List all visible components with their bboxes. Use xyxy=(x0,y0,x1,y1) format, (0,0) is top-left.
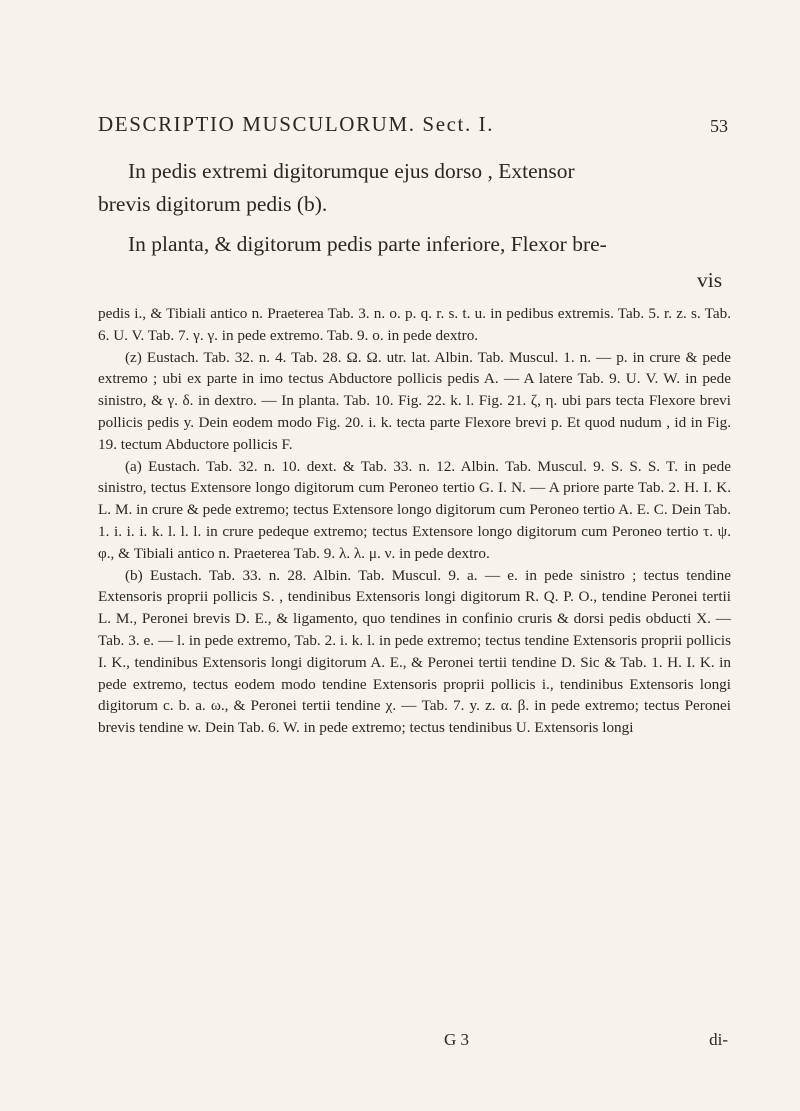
catchword: di- xyxy=(709,1030,728,1049)
footnote-a: (a) Eustach. Tab. 32. n. 10. dext. & Tab. 33. n. 12. Albin. Tab. Muscul. 9. S. S. S. T. in pede sinistro, tectus Extensore longo digitorum cum Peroneo tertio G. I. N. — A priore parte Tab. 2. H. I. K. L. M. in crure & pede extremo; tectus Extensore longo digitorum cum Peroneo tertio A. E. C. Dein Tab. 1. i. i. i. k. l. l. l. in crure pedeque extremo; tectus Extensore longo digitorum cum Peroneo tertio τ. ψ. φ., & Tibiali antico n. Praeterea Tab. 9. λ. λ. μ. ν. in pede dextro. xyxy=(98,457,731,562)
page-header xyxy=(98,112,728,142)
intro-line-3 xyxy=(98,228,728,261)
intro-line-2 xyxy=(98,188,728,221)
footnote-continuation: pedis i., & Tibiali antico n. Praeterea Tab. 3. n. o. p. q. r. s. t. u. in pedibus extremis. Tab. 5. r. z. s. Tab. 6. U. V. Tab. 7. γ. γ. in pede extremo. Tab. 9. o. in pede dextro. xyxy=(98,305,731,344)
signature-mark: G 3 xyxy=(444,1030,470,1049)
intro-text-1: In pedis extremi digitorumque ejus dorso , Extensor xyxy=(128,159,575,183)
intro-line-4: vis xyxy=(697,268,723,292)
running-title: DESCRIPTIO MUSCULORUM. Sect. I. xyxy=(98,112,495,136)
page-footer xyxy=(98,1030,728,1054)
footnote-z: (z) Eustach. Tab. 32. n. 4. Tab. 28. Ω. Ω. utr. lat. Albin. Tab. Muscul. 1. n. — p. in crure & pede extremo ; ubi ex parte in imo tectus Abductore pollicis pedis A. — A latere Tab. 9. U. V. W. in pede sinistro, & γ. δ. in dextro. — In planta. Tab. 10. Fig. 22. k. l. Fig. 21. ζ, η. ubi pars tecta Flexore brevi pollicis pedis y. Dein eodem modo Fig. 20. i. k. tecta parte Flexore brevi p. Et quod nudum , id in Fig. 19. tectum Abductore pollicis F. xyxy=(98,348,731,453)
intro-text-2: brevis digitorum pedis (b). xyxy=(98,192,328,216)
footnotes xyxy=(98,303,731,739)
page-number: 53 xyxy=(710,116,728,136)
intro-text-3: In planta, & digitorum pedis parte inferiore, Flexor bre- xyxy=(128,232,607,256)
footnote-b: (b) Eustach. Tab. 33. n. 28. Albin. Tab. Muscul. 9. a. — e. in pede sinistro ; tectus tendine Extensoris proprii pollicis S. , tendinibus Extensoris longi digitorum R. Q. P. O., tendine Peronei tertii L. M., Peronei brevis D. E., & ligamento, quo tendines in confinio cruris & dorsi pedis obducti X. — Tab. 3. e. — l. in pede extremo, Tab. 2. i. k. l. in pede extremo; tectus tendine Extensoris proprii pollicis I. K., tendinibus Extensoris longi digitorum A. E., & Peronei tertii tendine D. Sic & Tab. 1. H. I. K. in pede extremo, tectus eodem modo tendine Extensoris proprii pollicis i., tendinibus Extensoris longi digitorum c. b. a. ω., & Peronei tertii tendine χ. — Tab. 7. y. z. α. β. in pede extremo; tectus Peronei brevis tendine w. Dein Tab. 6. W. in pede extremo; tectus tendinibus U. Extensoris longi xyxy=(98,566,731,737)
intro-line-1 xyxy=(98,155,728,188)
